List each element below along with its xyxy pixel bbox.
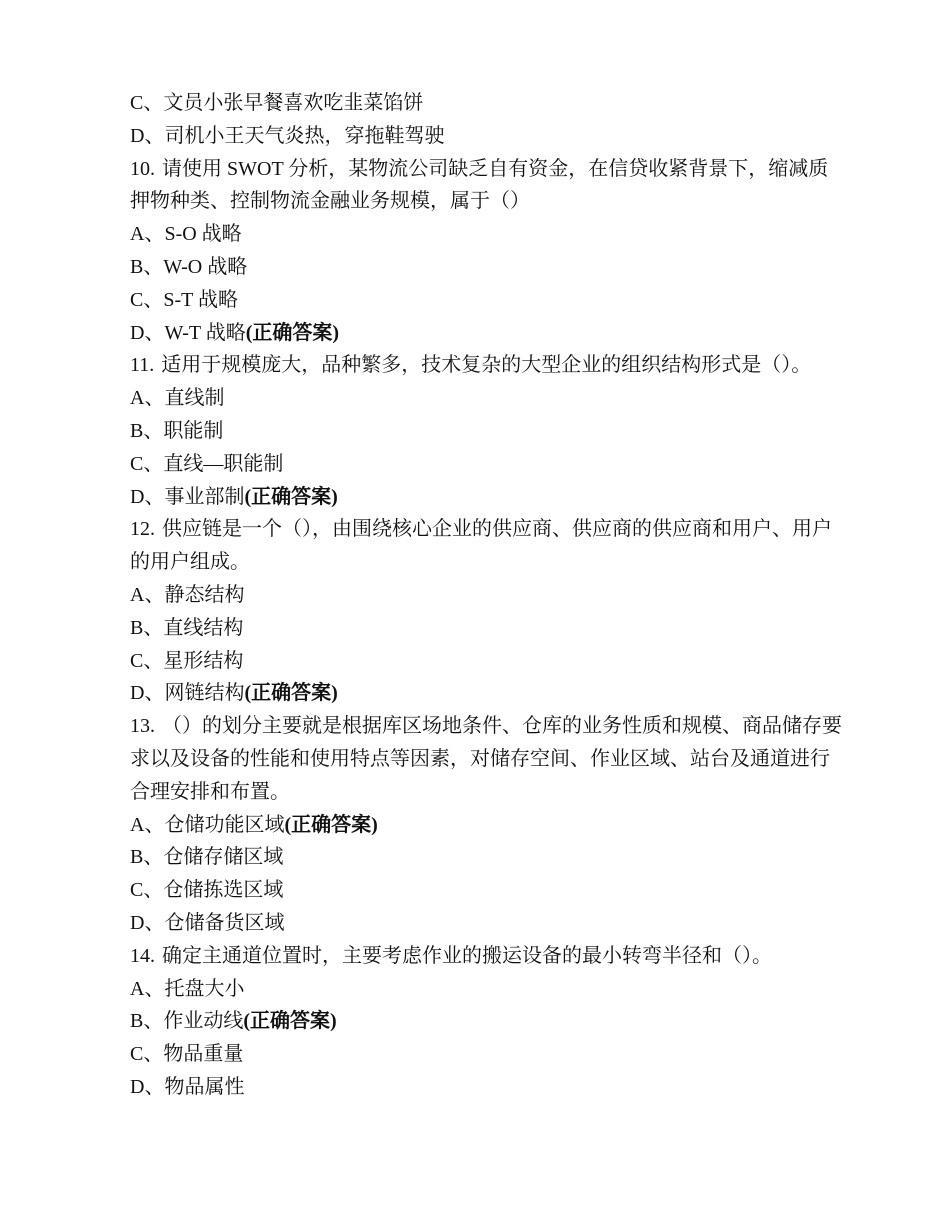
option-label: C、: [130, 452, 164, 475]
option-label: A、: [130, 387, 165, 410]
option-label: D、: [130, 124, 165, 147]
option-line: [130, 382, 847, 415]
option-label: B、: [130, 846, 164, 869]
correct-answer-marker: (正确答案): [245, 321, 340, 344]
option-text: 物品重量: [163, 1043, 244, 1066]
option-label: C、: [130, 92, 164, 114]
option-line: [130, 612, 847, 645]
option-line: [130, 907, 847, 940]
option-label: C、: [130, 649, 164, 672]
option-label: D、: [130, 911, 165, 934]
option-label: C、: [130, 879, 164, 902]
option-text: 直线结构: [163, 616, 244, 639]
option-label: D、: [130, 485, 165, 508]
option-line: [130, 218, 847, 251]
option-text: 物品属性: [164, 1075, 245, 1098]
option-label: D、: [130, 1075, 165, 1098]
option-line: [130, 579, 847, 612]
option-text: 托盘大小: [164, 977, 245, 1000]
option-text: 仓储存储区域: [163, 846, 284, 869]
option-line: [130, 1071, 847, 1104]
option-text: 文员小张早餐喜欢吃韭菜馅饼: [163, 92, 424, 114]
question-number: 11.: [130, 354, 155, 377]
option-text: 静态结构: [164, 583, 245, 606]
option-text: S-T 战略: [163, 288, 238, 311]
option-line: [130, 973, 847, 1006]
question-number: 14.: [130, 944, 155, 967]
question-number: 10.: [130, 157, 155, 180]
option-label: A、: [130, 223, 165, 246]
option-line: [130, 120, 847, 153]
option-label: C、: [130, 288, 164, 311]
option-label: A、: [130, 977, 165, 1000]
question-number: 13.: [130, 715, 155, 738]
option-text: 仓储拣选区域: [163, 879, 284, 902]
question-text: 适用于规模庞大，品种繁多，技术复杂的大型企业的组织结构形式是（）。: [161, 354, 812, 377]
option-line: [130, 415, 847, 448]
option-line: [130, 1005, 847, 1038]
option-line: [130, 481, 847, 514]
question-number: 12.: [130, 518, 155, 541]
option-line: [130, 448, 847, 481]
option-text: 仓储备货区域: [164, 911, 285, 934]
question-stem: [130, 153, 847, 219]
option-label: A、: [130, 583, 165, 606]
option-label: B、: [130, 1010, 164, 1033]
option-line: [130, 251, 847, 284]
question-stem: [130, 940, 847, 973]
question-stem: [130, 710, 847, 808]
option-label: C、: [130, 1043, 164, 1066]
option-line: [130, 87, 847, 120]
option-text: 直线—职能制: [163, 452, 284, 475]
option-label: A、: [130, 813, 165, 836]
correct-answer-marker: (正确答案): [243, 1010, 337, 1033]
question-stem: [130, 513, 847, 579]
option-text: 网链结构: [164, 682, 245, 705]
option-text: S-O 战略: [164, 223, 242, 246]
option-text: 直线制: [164, 387, 225, 410]
question-text: 供应链是一个（），由围绕核心企业的供应商、供应商的供应商和用户、用户的用户组成。: [130, 518, 832, 574]
option-label: D、: [130, 321, 165, 344]
option-line: [130, 841, 847, 874]
option-label: B、: [130, 419, 164, 442]
option-line: [130, 874, 847, 907]
option-text: W-O 战略: [163, 255, 248, 278]
option-line: [130, 645, 847, 678]
option-text: 事业部制: [164, 485, 245, 508]
option-line: [130, 677, 847, 710]
option-text: 司机小王天气炎热，穿拖鞋驾驶: [164, 124, 445, 147]
option-text: 职能制: [163, 419, 224, 442]
option-line: [130, 284, 847, 317]
option-text: W-T 战略: [164, 321, 246, 344]
option-label: D、: [130, 682, 165, 705]
option-text: 星形结构: [163, 649, 244, 672]
option-text: 作业动线: [163, 1010, 244, 1033]
option-label: B、: [130, 255, 164, 278]
option-text: 仓储功能区域: [164, 813, 285, 836]
option-line: [130, 317, 847, 350]
option-label: B、: [130, 616, 164, 639]
question-text: （）的划分主要就是根据库区场地条件、仓库的业务性质和规模、商品储存要求以及设备的性能和使用特点等因素，对储存空间、作业区域、站台及通道进行合理安排和布置。: [130, 715, 842, 803]
question-stem: [130, 349, 847, 382]
correct-answer-marker: (正确答案): [244, 485, 338, 508]
correct-answer-marker: (正确答案): [244, 682, 338, 705]
question-text: 确定主通道位置时，主要考虑作业的搬运设备的最小转弯半径和（）。: [162, 944, 772, 967]
correct-answer-marker: (正确答案): [284, 813, 378, 836]
option-line: [130, 1038, 847, 1071]
option-line: [130, 809, 847, 842]
question-text: 请使用 SWOT 分析，某物流公司缺乏自有资金，在信贷收紧背景下，缩减质押物种类、控制物流金融业务规模，属于（）: [130, 157, 829, 213]
